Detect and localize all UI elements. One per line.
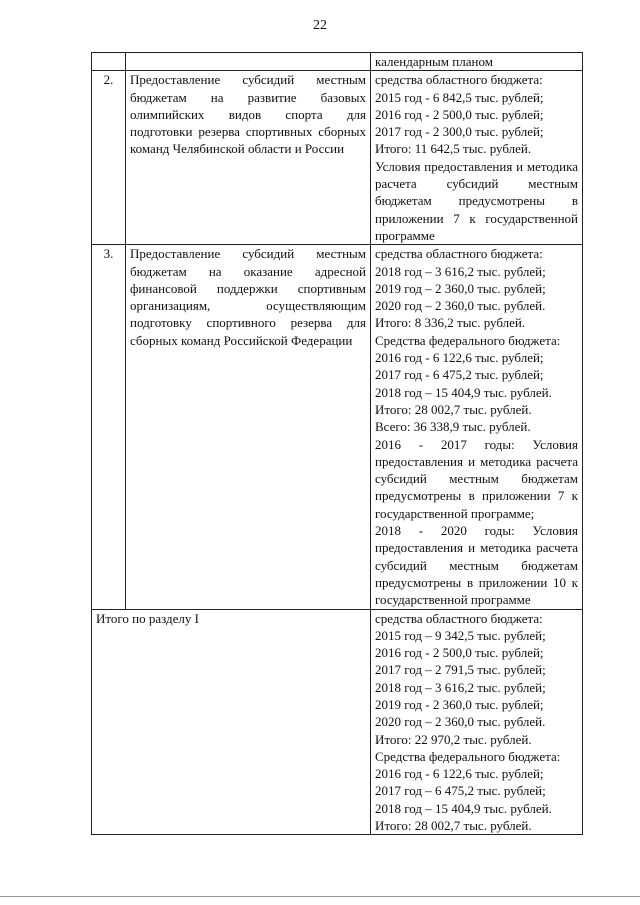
financing-line: 2015 год - 6 842,5 тыс. рублей;: [375, 89, 544, 105]
financing-line: 2017 год - 6 475,2 тыс. рублей;: [375, 367, 544, 383]
program-table: [91, 52, 583, 835]
financing-line: средства областного бюджета:: [375, 72, 543, 88]
financing-line: 2018 год – 3 616,2 тыс. рублей;: [375, 263, 546, 279]
financing-line: Итого: 8 336,2 тыс. рублей.: [375, 315, 526, 331]
conditions-text: 2018 - 2020 годы: Условия предоставления и методика расчета субсидий местным бюджетам предусмотрены в приложении 10 к государственной программе: [375, 523, 578, 608]
financing-line: 2016 год - 2 500,0 тыс. рублей;: [375, 645, 544, 661]
row-number: 3.: [92, 245, 126, 609]
financing-cell: [371, 71, 583, 245]
page-bottom-rule: [0, 896, 640, 897]
financing-line: 2019 год - 2 360,0 тыс. рублей;: [375, 696, 544, 712]
continuation-text: календарным планом: [371, 53, 583, 71]
continuation-row: [92, 53, 583, 71]
page-number: 22: [313, 18, 327, 33]
financing-line: Итого: 11 642,5 тыс. рублей.: [375, 141, 532, 157]
financing-line: 2018 год – 15 404,9 тыс. рублей.: [375, 384, 552, 400]
financing-line: 2016 год - 2 500,0 тыс. рублей;: [375, 106, 544, 122]
financing-line: 2016 год - 6 122,6 тыс. рублей;: [375, 350, 544, 366]
financing-line: 2017 год – 6 475,2 тыс. рублей;: [375, 783, 546, 799]
conditions-text: Условия предоставления и методика расчета субсидий местным бюджетам предусмотрены в приложении 7 к государственной программе: [375, 158, 578, 243]
financing-cell: [371, 245, 583, 609]
financing-line: 2018 год – 15 404,9 тыс. рублей.: [375, 800, 552, 816]
financing-line: Средства федерального бюджета:: [375, 332, 561, 348]
financing-line: Итого: 28 002,7 тыс. рублей.: [375, 818, 532, 834]
financing-line: 2020 год – 2 360,0 тыс. рублей.: [375, 298, 546, 314]
financing-line: 2015 год – 9 342,5 тыс. рублей;: [375, 627, 546, 643]
table-row: [92, 71, 583, 245]
financing-line: Итого: 28 002,7 тыс. рублей.: [375, 401, 532, 417]
measure-name: Предоставление субсидий местным бюджетам на развитие базовых олимпийских видов спорта для подготовки резерва спортивных сборных команд Челябинской области и России: [126, 71, 371, 245]
financing-line: Средства федерального бюджета:: [375, 748, 561, 764]
financing-line: средства областного бюджета:: [375, 610, 543, 626]
financing-line: 2019 год – 2 360,0 тыс. рублей;: [375, 280, 546, 296]
financing-line: Итого: 22 970,2 тыс. рублей.: [375, 731, 532, 747]
total-label: Итого по разделу I: [92, 609, 371, 835]
financing-line: 2020 год – 2 360,0 тыс. рублей.: [375, 714, 546, 730]
financing-line: 2017 год – 2 791,5 тыс. рублей;: [375, 662, 546, 678]
row-number: 2.: [92, 71, 126, 245]
total-financing-cell: [371, 609, 583, 835]
financing-line: средства областного бюджета:: [375, 246, 543, 262]
measure-name: Предоставление субсидий местным бюджетам на оказание адресной финансовой поддержки спортивным организациям, осуществляющим подготовку спортивного резерва для сборных команд Российской Федерации: [126, 245, 371, 609]
financing-line: 2017 год - 2 300,0 тыс. рублей;: [375, 124, 544, 140]
financing-line: 2016 год - 6 122,6 тыс. рублей;: [375, 766, 544, 782]
financing-line: 2018 год – 3 616,2 тыс. рублей;: [375, 679, 546, 695]
continuation-name-cell: [126, 53, 371, 71]
table-row: [92, 245, 583, 609]
total-row: [92, 609, 583, 835]
conditions-text: 2016 - 2017 годы: Условия предоставления и методика расчета субсидий местным бюджетам предусмотрены в приложении 7 к государственной программе;: [375, 436, 578, 521]
financing-line: Всего: 36 338,9 тыс. рублей.: [375, 419, 531, 435]
continuation-num-cell: [92, 53, 126, 71]
